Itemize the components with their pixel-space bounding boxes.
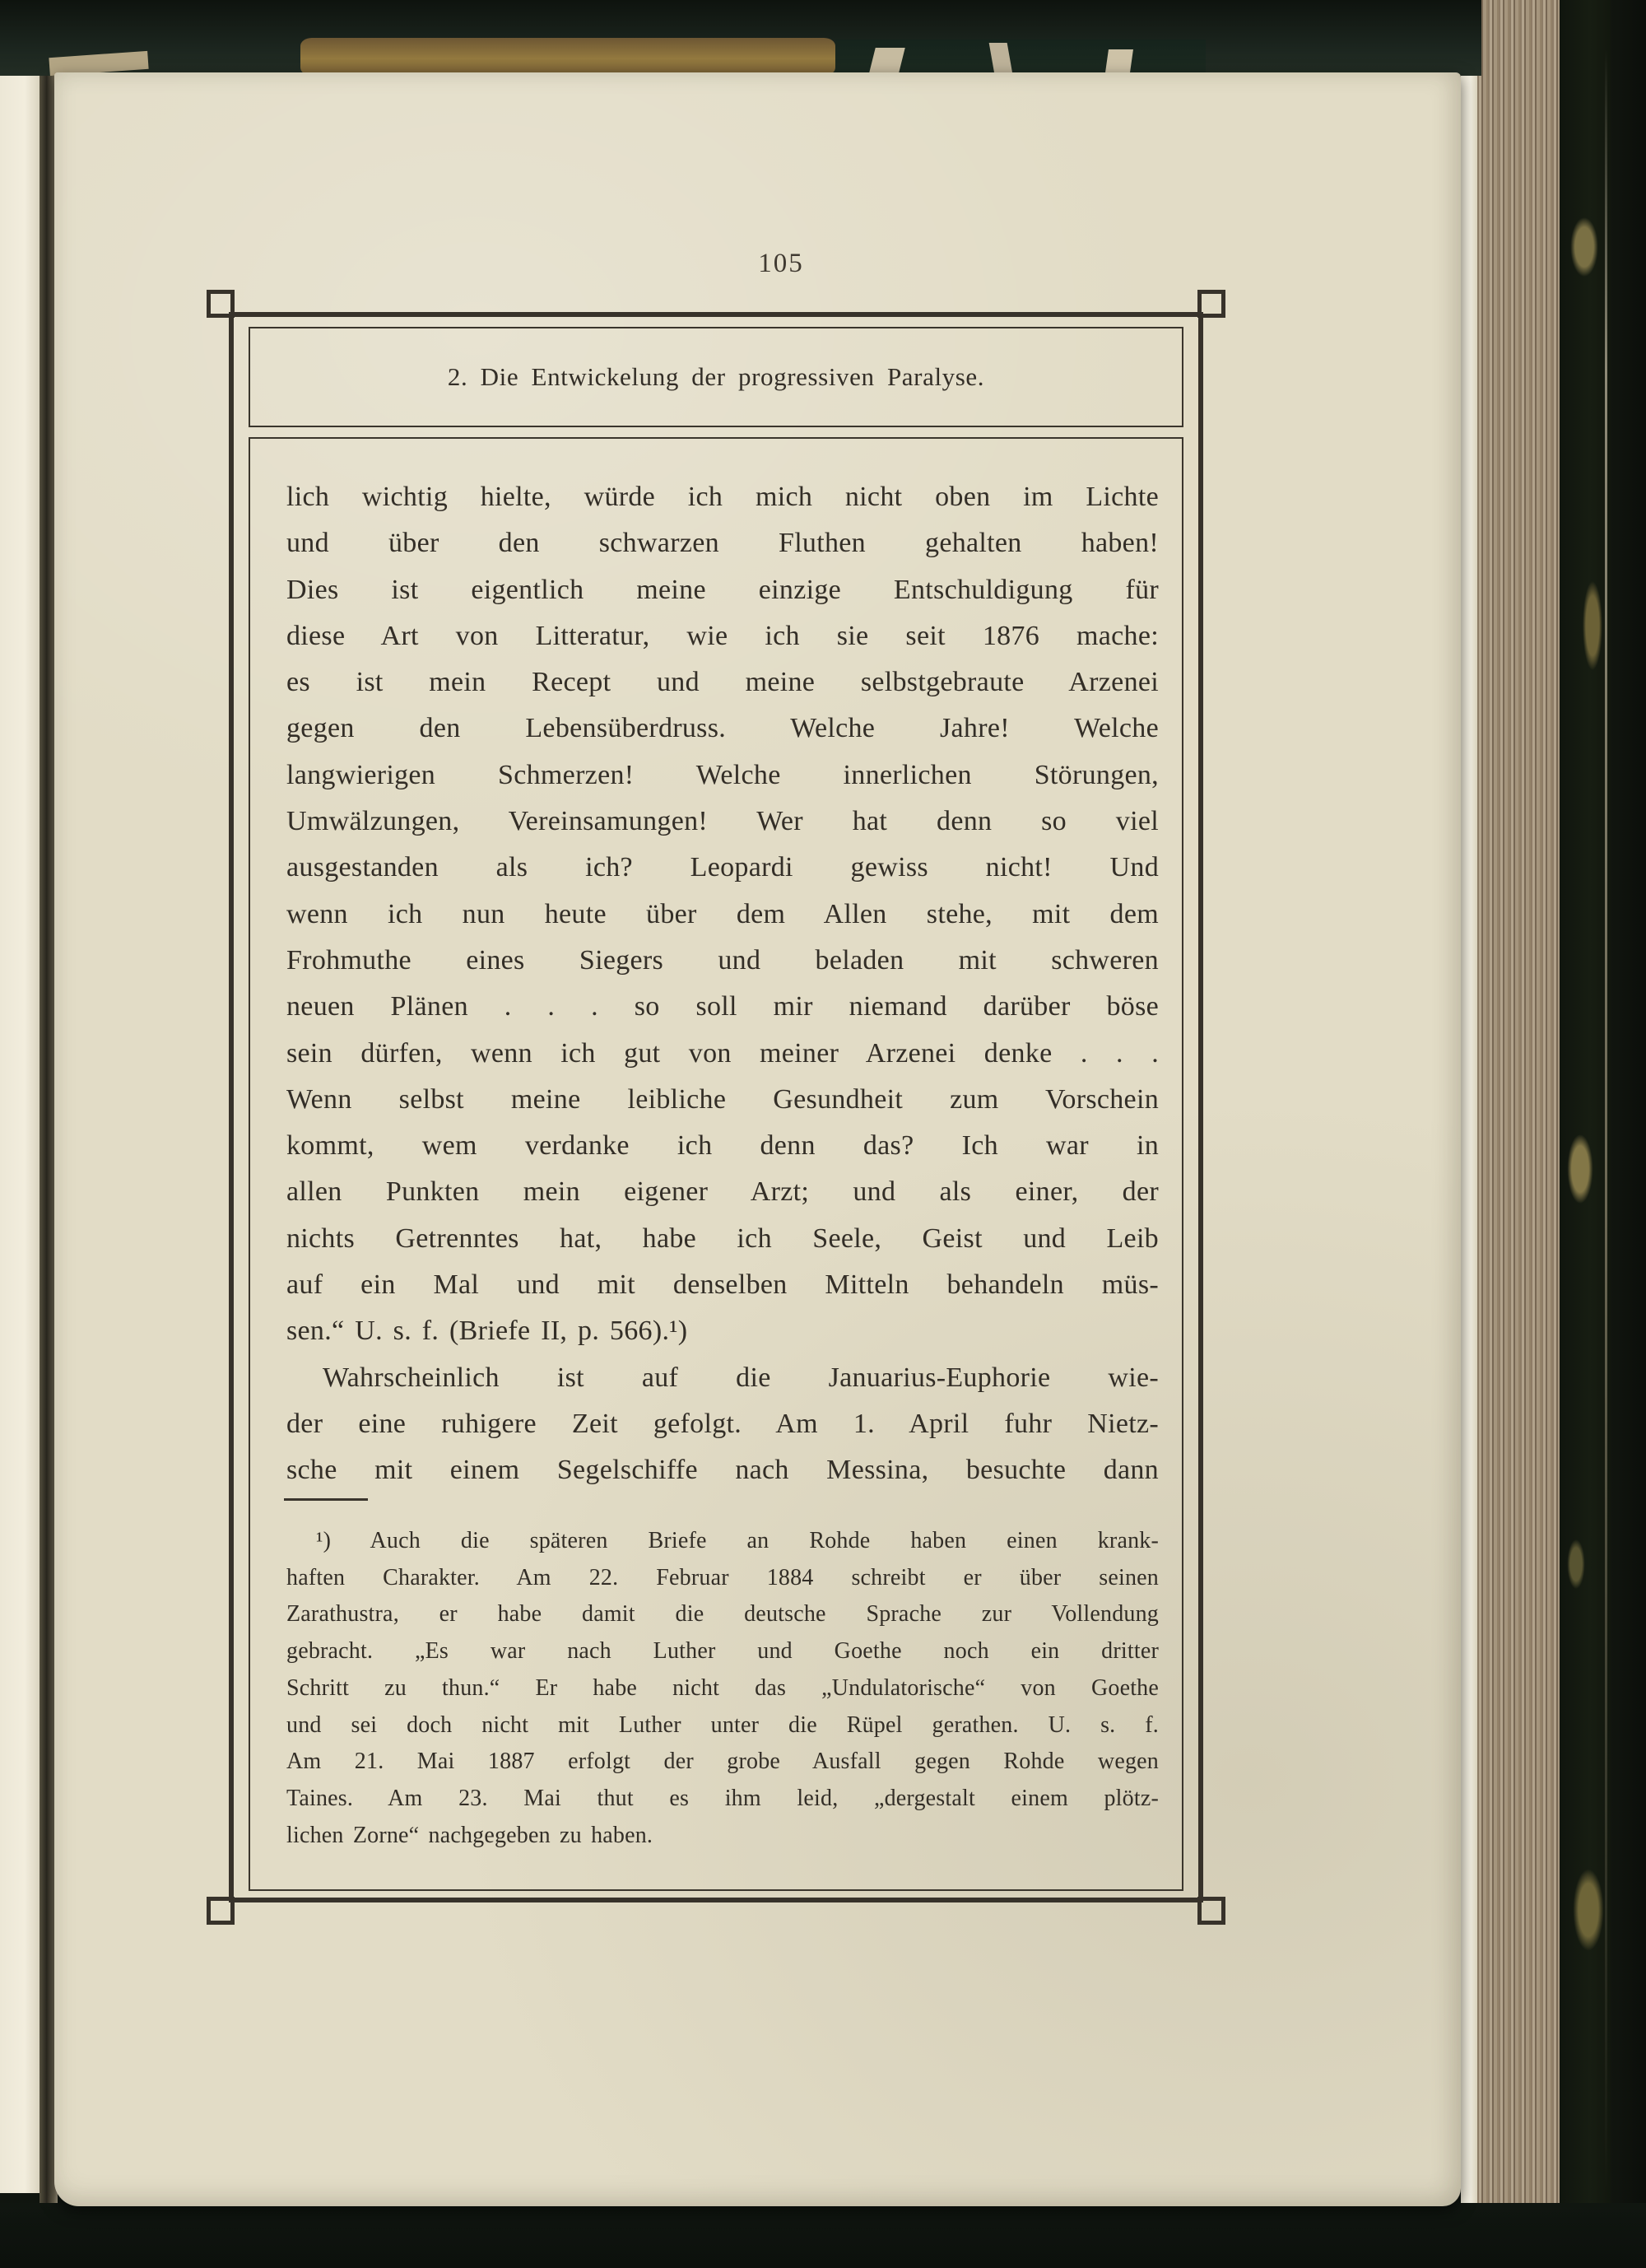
text-line: langwierigen Schmerzen! Welche innerlichen Störungen, (286, 759, 1159, 790)
text-line: und sei doch nicht mit Luther unter die Rüpel gerathen. U. s. f. (286, 1711, 1159, 1738)
text-line: Wenn selbst meine leibliche Gesundheit zum Vorschein (286, 1083, 1159, 1115)
corner-square-top-left (207, 290, 235, 318)
marbled-cover-strip (1560, 0, 1611, 2268)
body-text (286, 474, 1159, 1494)
text-line: auf ein Mal und mit denselben Mitteln behandeln müs- (286, 1269, 1159, 1301)
header-box (249, 327, 1183, 427)
text-line: Dies ist eigentlich meine einzige Entschuldigung für (286, 574, 1159, 605)
text-line: sche mit einem Segelschiffe nach Messina, besuchte dann (286, 1455, 1159, 1486)
text-line: Frohmuthe eines Siegers und beladen mit schweren (286, 944, 1159, 976)
text-line: diese Art von Litteratur, wie ich sie seit 1876 mache: (286, 620, 1159, 651)
book-cover-top (0, 0, 1481, 76)
text-line: Schritt zu thun.“ Er habe nicht das „Undulatorische“ von Goethe (286, 1674, 1159, 1701)
corner-square-bottom-left (207, 1897, 235, 1925)
page (54, 72, 1461, 2206)
corner-square-bottom-right (1197, 1897, 1225, 1925)
text-line: ausgestanden als ich? Leopardi gewiss nicht! Und (286, 852, 1159, 883)
underlying-page-edge (0, 69, 41, 2193)
footnote-text (286, 1523, 1159, 1854)
worn-leather-patch (300, 38, 835, 76)
fore-edge-sliver (1461, 0, 1477, 2268)
text-line: der eine ruhigere Zeit gefolgt. Am 1. April fuhr Nietz- (286, 1408, 1159, 1439)
text-line: lich wichtig hielte, würde ich mich nicht oben im Lichte (286, 482, 1159, 512)
text-line: Zarathustra, er habe damit die deutsche Sprache zur Vollendung (286, 1601, 1159, 1628)
text-line: allen Punkten mein eigener Arzt; und als einer, der (286, 1176, 1159, 1208)
text-line: lichen Zorne“ nachgegeben zu haben. (286, 1822, 653, 1848)
text-line: Taines. Am 23. Mai thut es ihm leid, „dergestalt einem plötz- (286, 1785, 1159, 1811)
text-line: gegen den Lebensüberdruss. Welche Jahre! Welche (286, 713, 1159, 744)
torn-paper-bit (869, 48, 904, 72)
text-line: wenn ich nun heute über dem Allen stehe, mit dem (286, 898, 1159, 929)
corner-square-top-right (1197, 290, 1225, 318)
text-line: sen.“ U. s. f. (Briefe II, p. 566).¹) (286, 1316, 688, 1347)
section-heading: 2. Die Entwickelung der progressiven Paralyse. (447, 362, 985, 391)
text-line: kommt, wem verdanke ich denn das? Ich war in (286, 1130, 1159, 1162)
text-line: gebracht. „Es war nach Luther und Goethe noch ein dritter (286, 1638, 1159, 1665)
text-line: neuen Plänen . . . so soll mir niemand darüber böse (286, 991, 1159, 1022)
text-line: Am 21. Mai 1887 erfolgt der grobe Ausfall gegen Rohde wegen (286, 1749, 1159, 1775)
text-line: nichts Getrenntes hat, habe ich Seele, Geist und Leib (286, 1222, 1159, 1254)
footnote-rule (284, 1498, 368, 1501)
page-number: 105 (758, 249, 804, 278)
text-line: Umwälzungen, Vereinsamungen! Wer hat denn so viel (286, 806, 1159, 837)
text-line: ¹) Auch die späteren Briefe an Rohde haben einen krank- (316, 1528, 1159, 1553)
text-line: es ist mein Recept und meine selbstgebraute Arzenei (286, 667, 1159, 698)
text-line: haften Charakter. Am 22. Februar 1884 schreibt er über seinen (286, 1564, 1159, 1590)
page-stack-edge (1477, 0, 1560, 2268)
text-line: Wahrscheinlich ist auf die Januarius-Euphorie wie- (323, 1362, 1159, 1393)
cover-scratch (1605, 49, 1607, 2190)
torn-paper-bit (1105, 49, 1133, 72)
text-line: sein dürfen, wenn ich gut von meiner Arzenei denke . . . (286, 1037, 1159, 1069)
book-cover-right (1611, 0, 1646, 2268)
book-cover-bottom (0, 2203, 1646, 2268)
text-line: und über den schwarzen Fluthen gehalten haben! (286, 528, 1159, 559)
